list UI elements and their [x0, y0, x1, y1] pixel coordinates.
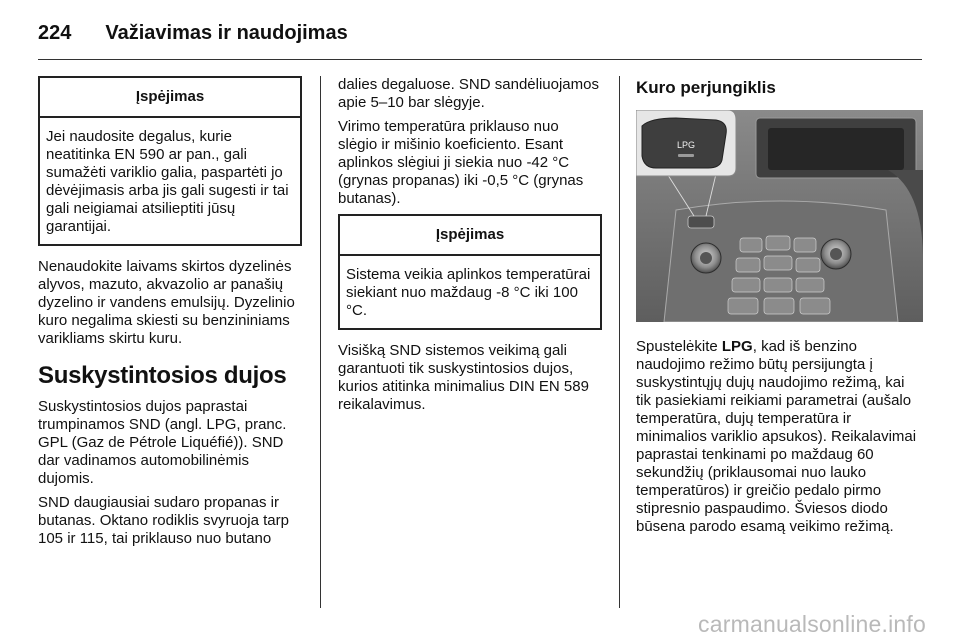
- column-3: [636, 76, 923, 542]
- header-rule: [38, 59, 922, 60]
- warning-box: [338, 214, 602, 330]
- paragraph: Visišką SND sistemos veikimą gali garantuoti tik suskystintosios dujos, kurios atitinka minimalius DIN EN 589 reikalavimus.: [338, 342, 589, 413]
- watermark: carmanualsonline.info: [698, 611, 926, 637]
- paragraph: Suskystintosios dujos paprastai trumpinamos SND (angl. LPG, pranc. GPL (Gaz de Pétrole Liquéfié)). SND dar vadinamos automobilinėmis dujomis.: [38, 398, 287, 487]
- warning-title: Įspėjimas: [340, 216, 600, 256]
- section-heading: Suskystintosios dujos: [38, 362, 287, 389]
- paragraph: SND daugiausiai sudaro propanas ir butanas. Oktano rodiklis svyruoja tarp 105 ir 115, tai priklauso nuo butano: [38, 494, 289, 547]
- warning-box: [38, 76, 302, 246]
- column-divider: [320, 76, 321, 608]
- paragraph: dalies degaluose. SND sandėliuojamos apie 5–10 bar slėgyje.: [338, 76, 599, 111]
- page-number: 224: [38, 21, 72, 44]
- dashboard-photo: [636, 110, 923, 322]
- warning-title: Įspėjimas: [40, 78, 300, 118]
- lpg-button-label: LPG: [676, 140, 696, 150]
- column-1: [38, 76, 302, 554]
- column-2: [338, 76, 602, 420]
- warning-body: Jei naudosite degalus, kurie neatitinka EN 590 ar pan., gali sumažėti variklio galia, paspartėti jo dėvėjimasis arba jis gali sugesti ir tai gali neigiamai atsilieptiti jūsų garantijai.: [46, 128, 289, 235]
- column-divider: [619, 76, 620, 608]
- paragraph-text: Spustelėkite: [636, 338, 722, 355]
- warning-body: Sistema veikia aplinkos temperatūrai siekiant nuo maždaug -8 °C iki 100 °C.: [346, 266, 591, 319]
- paragraph: Virimo temperatūra priklauso nuo slėgio ir mišinio koeficiento. Esant aplinkos slėgiui ji siekia nuo -42 °C (grynas propanas) iki -0,5 °C (grynas butanas).: [338, 118, 584, 207]
- paragraph: [636, 338, 923, 536]
- subsection-heading: Kuro perjungiklis: [636, 78, 776, 97]
- lpg-keyword: LPG: [721, 338, 753, 355]
- paragraph: Nenaudokite laivams skirtos dyzelinės alyvos, mazuto, akvazolio ar panašių dyzelino ir vandens emulsijų. Dyzelinio kuro negalima skiesti su benzininiams varikliams skirtu kuru.: [38, 258, 295, 347]
- paragraph-text: , kad iš benzino naudojimo režimo būtų persijungta į suskystintųjų dujų naudojimo režimą, kai tik pasiekiami reikiami parametrai (aušalo temperatūra, dujų temperatūra ir minimalios variklio apsukos). Reikalavimai paprastai tenkinami po maždaug 60 sekundžių (priklausomai nuo lauko temperatūros) ir greičio pedalo pirmo stipresnio paspaudimo. Šviesos diodo būsena parodo esamą veikimo režimą.: [636, 338, 917, 535]
- chapter-title: Važiavimas ir naudojimas: [105, 21, 348, 44]
- page-header: [38, 18, 348, 48]
